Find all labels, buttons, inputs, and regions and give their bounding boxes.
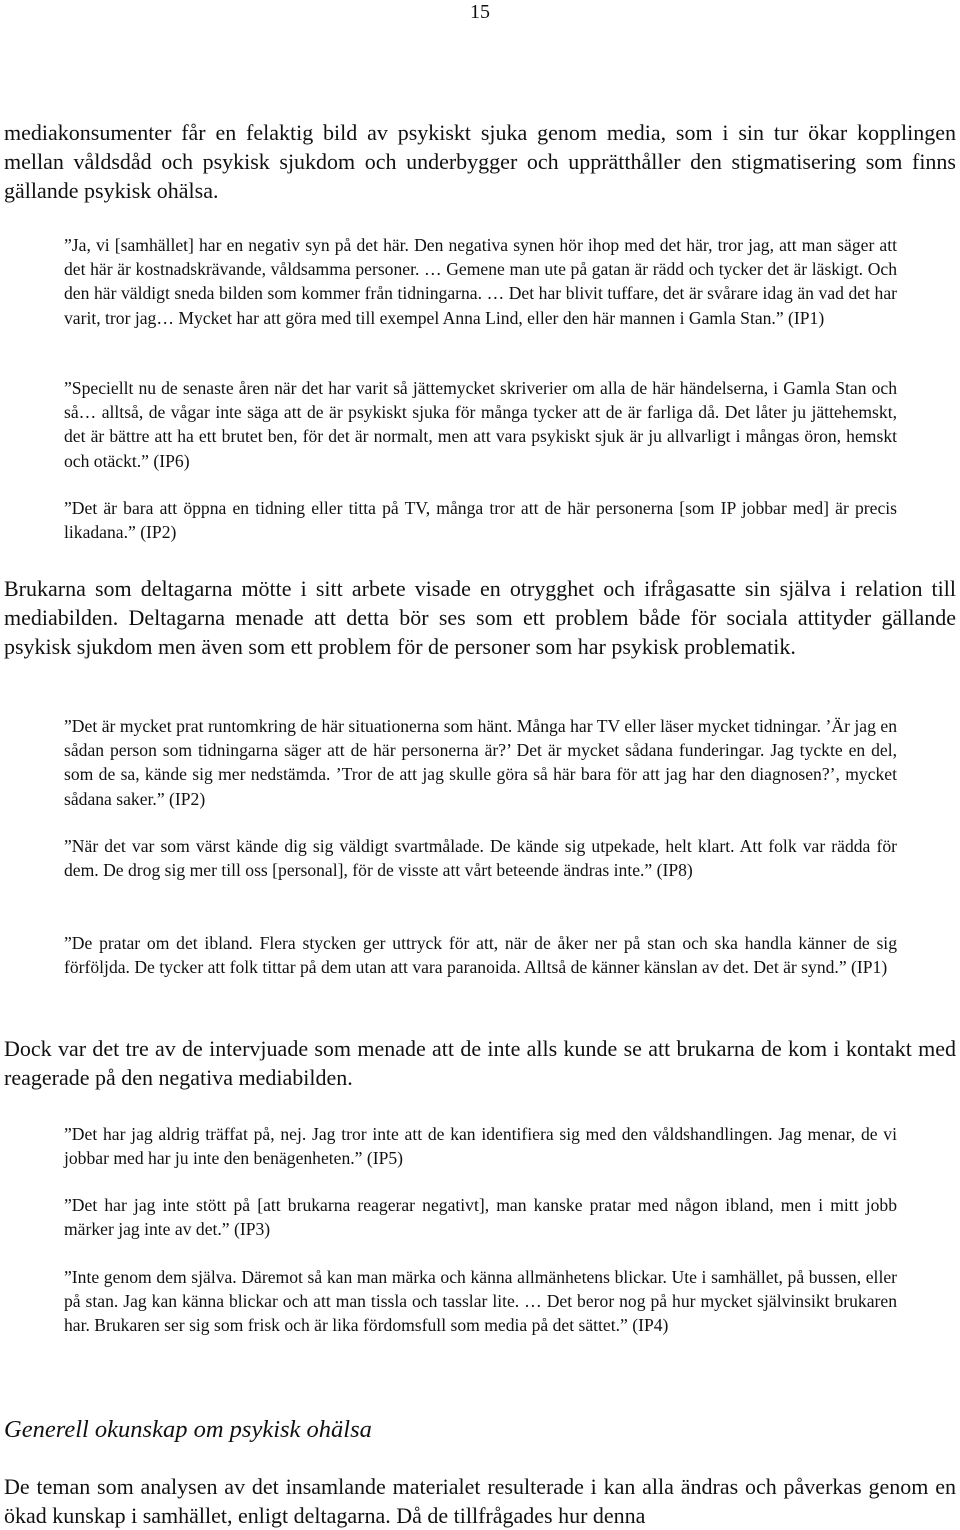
- intro-paragraph: mediakonsumenter får en felaktig bild av psykiskt sjuka genom media, som i sin tur ökar kopplingen mellan våldsdåd och psykisk sjukdom och underbygger och upprätthåller den stigmatisering som finns gällande psykisk ohälsa.: [4, 120, 956, 203]
- quote-ip1-stan: ”De pratar om det ibland. Flera stycken ger uttryck för att, när de åker ner på stan och ska handla känner de sig förföljda. De tycker att folk tittar på dem utan att vara paranoida. Alltså de känner känslan av det. Det är synd.” (IP1): [64, 933, 897, 978]
- quote-ip2-tv: ”Det är bara att öppna en tidning eller titta på TV, många tror att de här personerna [som IP jobbar med] är precis likadana.” (IP2): [64, 498, 897, 543]
- paragraph-teman: De teman som analysen av det insamlande materialet resulterade i kan alla ändras och påverkas genom en ökad kunskap i samhället, enligt deltagarna. Då de tillfrågades hur denna: [4, 1474, 956, 1528]
- quote-ip6: ”Speciellt nu de senaste åren när det har varit så jättemycket skriverier om alla de här händelserna, i Gamla Stan och så… alltså, de vågar inte säga att de är psykiskt sjuka för många tycker att de är farliga då. Det låter ju jättehemskt, det är bättre att ha ett brutet ben, för det är normalt, men att vara psykiskt sjuk är ju allvarligt i mångas öron, hemskt och otäckt.” (IP6): [64, 378, 897, 471]
- quote-ip8: ”När det var som värst kände dig sig väldigt svartmålade. De kände sig utpekade, helt klart. Att folk var rädda för dem. De drog sig mer till oss [personal], för de visste att vårt beteende ändras inte.” (IP8): [64, 836, 897, 881]
- section-heading: Generell okunskap om psykisk ohälsa: [4, 1416, 372, 1443]
- paragraph-dock: Dock var det tre av de intervjuade som menade att de inte alls kunde se att brukarna de kom i kontakt med reagerade på den negativa mediabilden.: [4, 1036, 956, 1090]
- quote-ip5: ”Det har jag aldrig träffat på, nej. Jag tror inte att de kan identifiera sig med den våldshandlingen. Jag menar, de vi jobbar med har ju inte den benägenheten.” (IP5): [64, 1124, 897, 1169]
- paragraph-brukarna: Brukarna som deltagarna mötte i sitt arbete visade en otrygghet och ifrågasatte sin själva i relation till mediabilden. Deltagarna menade att detta bör ses som ett problem både för sociala attityder gällande psykisk sjukdom men även som ett problem för de personer som har psykisk problematik.: [4, 576, 956, 659]
- quote-ip3: ”Det har jag inte stött på [att brukarna reagerar negativt], man kanske pratar med någon ibland, men i mitt jobb märker jag inte av det.” (IP3): [64, 1195, 897, 1240]
- quote-ip4: ”Inte genom dem själva. Däremot så kan man märka och känna allmänhetens blickar. Ute i samhället, på bussen, eller på stan. Jag kan känna blickar och att man tissla och tasslar lite. … Det beror nog på hur mycket självinsikt brukaren har. Brukaren ser sig som frisk och är lika fördomsfull som media på det sättet.” (IP4): [64, 1267, 897, 1336]
- quote-ip1-media: ”Ja, vi [samhället] har en negativ syn på det här. Den negativa synen hör ihop med det här, tror jag, att man säger att det här är kostnadskrävande, våldsamma personer. … Gemene man ute på gatan är rädd och tycker det är läskigt. Och den här väldigt sneda bilden som kommer från tidningarna. … Det har blivit tuffare, det är svårare idag än vad det har varit, tror jag… Mycket har att göra med till exempel Anna Lind, eller den här mannen i Gamla Stan.” (IP1): [64, 235, 897, 328]
- page-number: 15: [470, 1, 490, 23]
- quote-ip2-prat: ”Det är mycket prat runtomkring de här situationerna som hänt. Många har TV eller läser mycket tidningar. ’Är jag en sådan person som tidningarna säger att de här personerna är?’ Det är mycket sådana funderingar. Jag tyckte en del, som de sa, kände sig mer nedstämda. ’Tror de att jag skulle göra så här bara för att jag har den diagnosen?’, mycket sådana saker.” (IP2): [64, 716, 897, 809]
